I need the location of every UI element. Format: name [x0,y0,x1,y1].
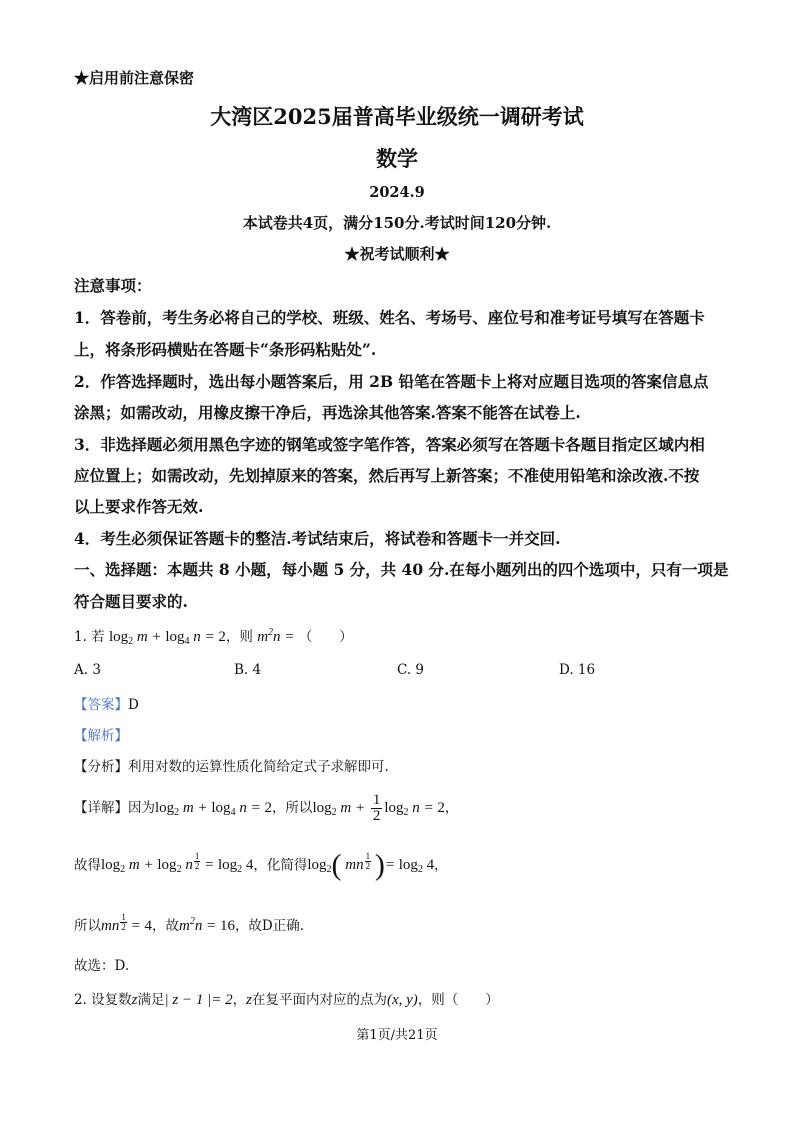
note-1-line-1: 1．答卷前，考生务必将自己的学校、班级、姓名、考场号、座位号和准考证号填写在答题卡 [74,308,705,327]
wish-line: ★祝考试顺利★ [344,245,450,263]
formula-q2-point: (x, y) [386,992,418,1008]
analysis-tag: 【解析】 [74,728,128,744]
section-1-line-1: 一、选择题：本题共 8 小题，每小题 5 分，共 40 分.在每小题列出的四个选项中，只有一项是 [74,560,729,579]
notes-heading: 注意事项： [74,276,152,295]
option-d: D. 16 [559,662,596,678]
formula-detail-1: $\log_2 m + \log_4 n = 2$ [155,799,272,818]
detail-text-therefore: 所以 [74,918,101,934]
answer-line [74,693,139,713]
subject-title: 数学 [376,146,418,171]
question-1 [74,625,353,647]
detail-text-simplify: ，化简得 [253,857,308,874]
question-2-text: 在复平面内对应的点为 [251,992,387,1008]
detail-line-3 [74,913,304,935]
formula-detail-6: $m^2n = 16$ [178,916,235,934]
detail-text-comma-2: ， [434,857,448,874]
formula-q2-condition: | z − 1 |= 2 [164,992,233,1008]
detail-text-comma: ， [444,799,459,816]
note-2-line-2: 涂黑；如需改动，用橡皮擦干净后，再选涂其他答案.答案不能答在试卷上. [74,403,581,422]
confidential-notice: ★启用前注意保密 [74,69,195,87]
question-1-mid: ，则 [225,629,253,645]
fenxi-text: 利用对数的运算性质化简给定式子求解即可. [128,759,389,775]
note-3-line-3: 以上要求作答无效. [74,497,204,516]
formula-detail-4: $\log_2$( mn $\frac{1}{2}$ )= $\log_2 4$ [307,849,435,882]
detail-line-1 [74,793,458,824]
exam-title: 大湾区2025届普高毕业级统一调研考试 [210,104,584,129]
answer-value: D [128,697,139,713]
choose-line: 故选：D. [74,958,130,974]
note-3-line-2: 应位置上；如需改动，先划掉原来的答案，然后再写上新答案；不准使用铅笔和涂改液.不按 [74,466,700,485]
formula-q1-target: $m^2n$ = [257,627,295,645]
exam-info: 本试卷共4页，满分150分.考试时间120分钟. [242,214,552,232]
question-2-satisfy: 满足 [137,992,165,1008]
note-2-line-1: 2．作答选择题时，选出每小题答案后，用 2B 铅笔在答题卡上将对应题目选项的答案信息点 [74,372,709,391]
fenxi-line [74,755,389,775]
option-b: B. 4 [234,662,262,678]
note-1-line-2: 上，将条形码横贴在答题卡“条形码粘贴处”. [74,340,377,359]
formula-q2-z: z [131,992,138,1008]
detail-line-2 [74,851,448,881]
question-2-suffix: ，则（ ） [417,992,499,1008]
page-number: 第1页/共21页 [356,1028,438,1043]
detail-text-thus: 故得 [74,857,101,874]
answer-tag: 【答案】 [74,697,128,713]
question-1-prefix: 1. 若 [74,629,105,645]
detail-tag: 【详解】 [74,799,128,816]
fenxi-tag: 【分析】 [74,759,128,775]
option-c: C. 9 [397,662,425,678]
detail-text-so: ，所以 [271,799,313,816]
question-1-suffix: （ ） [298,629,353,645]
detail-text-hence: ，故 [151,918,179,934]
formula-q2-z-2: z [246,992,252,1008]
question-2 [74,988,499,1009]
note-3-line-1: 3．非选择题必须用黑色字迹的钢笔或签字笔作答，答案必须写在答题卡各题目指定区域内相 [74,435,705,454]
section-1-line-2: 符合题目要求的. [74,592,188,611]
question-2-comma: ， [232,992,247,1008]
exam-date: 2024.9 [369,184,425,201]
formula-q1-condition: $\log_2 m + \log_4 n = 2$ [108,629,226,647]
formula-detail-2: $\log_2 m$ + $\frac{1}{2}$ $\log_2 n = 2$ [312,792,445,824]
question-2-prefix: 2. 设复数 [74,992,132,1008]
detail-text-correct: ，故D正确. [234,918,305,934]
formula-detail-3: $\log_2 m + \log_2 n$ $\frac{1}{2}$ = $\log_2 4$ [101,851,254,876]
option-a: A. 3 [74,662,101,678]
formula-detail-5: mn $\frac{1}{2}$ = 4 [101,912,152,934]
note-4: 4．考生必须保证答题卡的整洁.考试结束后，将试卷和答题卡一并交回. [74,529,561,548]
detail-text-because: 因为 [128,799,155,816]
